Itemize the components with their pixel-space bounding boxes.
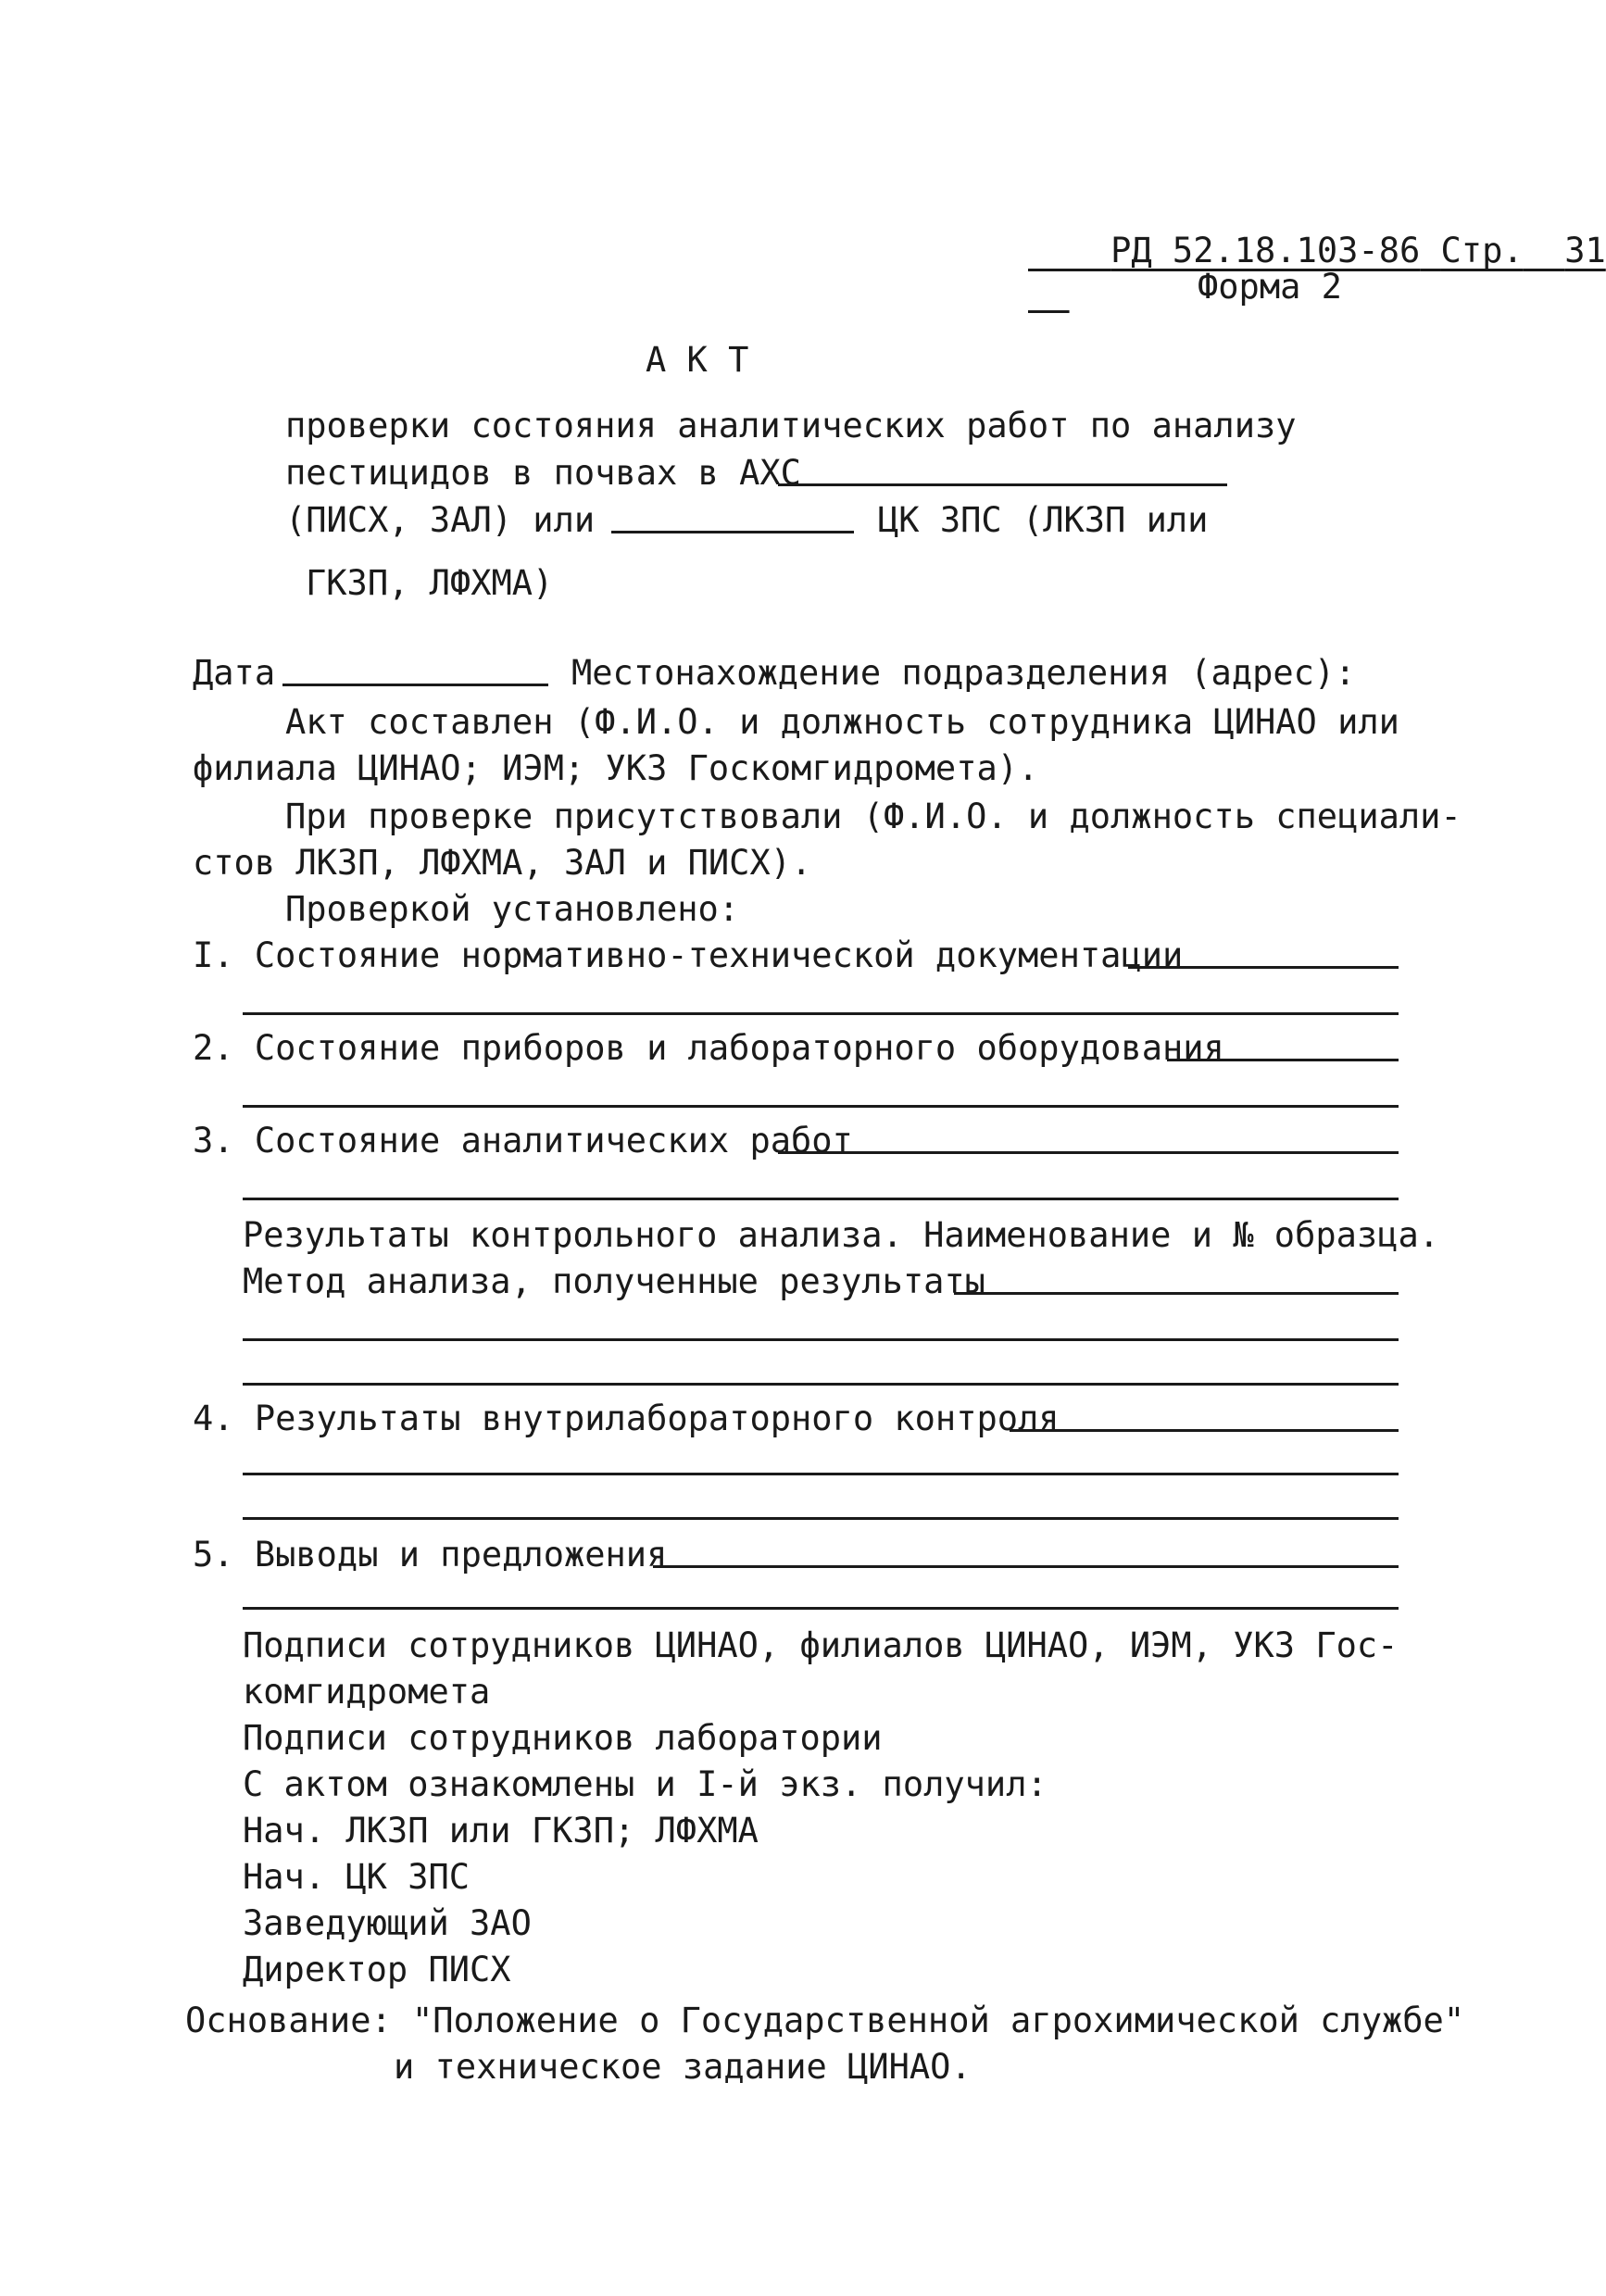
item-3-blank (778, 1151, 1399, 1154)
established-label: Проверкой установлено: (285, 889, 740, 929)
compiled-line-2: филиала ЦИНАО; ИЭМ; УКЗ Госкомгидромета). (193, 748, 1039, 788)
signatures-line-4: С актом ознакомлены и I-й экз. получил: (243, 1764, 1048, 1804)
title-line-1: проверки состояния аналитических работ по анализу (285, 406, 1297, 445)
doc-reference: РД 52.18.103-86 (1110, 231, 1421, 271)
item-4-line-2 (243, 1517, 1399, 1520)
signatures-line-2: комгидромета (243, 1672, 491, 1712)
date-blank (282, 684, 548, 686)
compiled-line-1: Акт составлен (Ф.И.О. и должность сотрудника ЦИНАО или (285, 702, 1399, 742)
form-label: Форма 2 (1198, 267, 1342, 307)
signatures-line-8: Директор ПИСХ (243, 1950, 511, 1989)
page-label: Стр. (1440, 231, 1524, 271)
item-5-line (243, 1607, 1399, 1610)
control-analysis-line-2 (243, 1383, 1399, 1386)
title-line-4: ГКЗП, ЛФХМА) (306, 563, 554, 603)
signatures-line-7: Заведующий ЗАО (243, 1903, 532, 1943)
item-4: 4. Результаты внутрилабораторного контроля (193, 1399, 1060, 1438)
present-line-1: При проверке присутствовали (Ф.И.О. и должность специали- (285, 797, 1462, 836)
item-1: I. Состояние нормативно-технической документации (193, 935, 1184, 975)
title-line-3b: ЦК ЗПС (ЛКЗП или (878, 500, 1209, 540)
signatures-line-6: Нач. ЦК ЗПС (243, 1857, 471, 1897)
item-4-line-1 (243, 1473, 1399, 1475)
title-line-2: пестицидов в почвах в АХС (285, 453, 801, 493)
present-line-2: стов ЛКЗП, ЛФХМА, ЗАЛ и ПИСХ). (193, 843, 812, 883)
title-line-3a: (ПИСХ, ЗАЛ) или (285, 500, 596, 540)
blank-axc (778, 483, 1227, 486)
page-number: 31 (1564, 231, 1606, 271)
item-3: 3. Состояние аналитических работ (193, 1121, 853, 1161)
control-analysis-line-1 (243, 1338, 1399, 1341)
basis-line-2: и техническое задание ЦИНАО. (394, 2047, 972, 2087)
act-title: А К Т (646, 340, 749, 380)
item-3-line (243, 1198, 1399, 1200)
item-1-line (243, 1012, 1399, 1015)
blank-zps (611, 531, 854, 533)
signatures-line-1: Подписи сотрудников ЦИНАО, филиалов ЦИНАО, ИЭМ, УКЗ Гос- (243, 1625, 1399, 1665)
item-5-blank (653, 1565, 1399, 1568)
item-5: 5. Выводы и предложения (193, 1535, 668, 1575)
item-4-blank (1010, 1429, 1399, 1432)
location-label: Местонахождение подразделения (адрес): (571, 653, 1356, 693)
item-1-blank (1128, 966, 1399, 969)
control-analysis-2: Метод анализа, полученные результаты (243, 1261, 985, 1301)
date-label: Дата (193, 653, 276, 693)
control-analysis-blank (954, 1292, 1399, 1295)
item-2-line (243, 1105, 1399, 1108)
item-2-blank (1167, 1059, 1399, 1061)
signatures-line-3: Подписи сотрудников лаборатории (243, 1718, 883, 1758)
control-analysis-1: Результаты контрольного анализа. Наименование и № образца. (243, 1215, 1440, 1255)
signatures-line-5: Нач. ЛКЗП или ГКЗП; ЛФХМА (243, 1811, 759, 1851)
item-2: 2. Состояние приборов и лабораторного оборудования (193, 1028, 1224, 1068)
basis-line-1: Основание: "Положение о Государственной агрохимической службе" (185, 2001, 1465, 2040)
